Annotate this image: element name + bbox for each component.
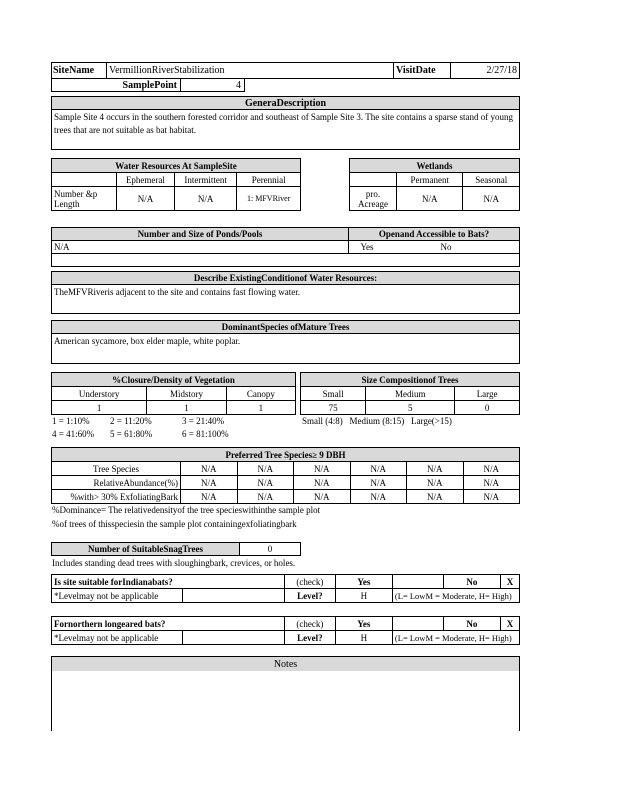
indiana-level-label: Level? <box>284 589 335 603</box>
closure-col-understory: Understory <box>52 387 147 401</box>
size-small-value: 75 <box>301 401 366 415</box>
indiana-level-note: *Levelmay not be applicable <box>52 589 183 603</box>
closure-legend-row-1 <box>52 416 297 428</box>
size-composition-title: Size Compositionof Trees <box>301 373 520 387</box>
site-name-label: SiteName <box>51 62 107 79</box>
water-row-label: Number &p Length <box>52 187 117 211</box>
indiana-bats-table <box>51 574 520 603</box>
sample-point-value: 4 <box>181 79 245 92</box>
wetlands-title: Wetlands <box>350 159 520 173</box>
water-ephemeral-value: N/A <box>117 187 175 211</box>
size-large-value: 0 <box>455 401 520 415</box>
northern-no: No <box>443 617 500 631</box>
preferred-note-exfoliating: %of trees of thisspeciesin the sample plot containingexfoliatingbark <box>52 519 297 529</box>
water-col-intermittent: Intermittent <box>174 173 237 187</box>
preferred-cell: N/A <box>237 476 294 490</box>
snag-trees-value: 0 <box>239 542 301 556</box>
preferred-cell: N/A <box>407 490 464 504</box>
size-legend: Small (4:8) Medium (8:15) Large(>15) <box>302 416 452 426</box>
closure-legend-1: 1 = 1:10% <box>52 416 90 426</box>
closure-col-midstory: Midstory <box>147 387 227 401</box>
preferred-cell: N/A <box>294 490 351 504</box>
indiana-bats-question: Is site suitable forIndianabats? <box>52 575 285 589</box>
northern-level-scale: (L= LowM = Moderate, H= High) <box>392 631 519 645</box>
indiana-level-value: H <box>335 589 392 603</box>
closure-understory-value: 1 <box>52 401 147 415</box>
open-accessible-no: No <box>440 242 452 252</box>
closure-legend-5: 5 = 61:80% <box>110 429 153 439</box>
wetlands-row-label: pro. Acreage <box>350 187 397 211</box>
indiana-no: No <box>443 575 500 589</box>
notes-title: Notes <box>51 656 520 671</box>
closure-legend-6: 6 = 81:100% <box>182 429 229 439</box>
water-resources-title: Water Resources At SampleSite <box>52 159 301 173</box>
wetlands-table <box>349 158 520 211</box>
preferred-cell: N/A <box>350 462 407 476</box>
snag-trees-label: Number of SuitableSnagTrees <box>51 542 240 556</box>
preferred-note-dominance: %Dominance= The relativedensityof the tree specieswithinthe sample plot <box>52 505 321 515</box>
size-col-small: Small <box>301 387 366 401</box>
preferred-row-abundance <box>52 476 520 490</box>
northern-level-note: *Levelmay not be applicable <box>52 631 183 645</box>
closure-legend-4: 4 = 41:60% <box>52 429 95 439</box>
site-name-value: VermillionRiverStabilization <box>109 65 225 76</box>
ponds-title: Number and Size of Ponds/Pools <box>51 227 349 241</box>
water-col-ephemeral: Ephemeral <box>117 173 175 187</box>
existing-condition-title: Describe ExistingConditionof Water Resources: <box>51 271 520 285</box>
indiana-check-label: (check) <box>284 575 335 589</box>
northern-mark: X <box>500 617 519 631</box>
northern-level-label: Level? <box>284 631 335 645</box>
preferred-cell: N/A <box>350 476 407 490</box>
indiana-mark: X <box>500 575 519 589</box>
closure-density-table <box>51 372 296 415</box>
size-col-large: Large <box>455 387 520 401</box>
size-col-medium: Medium <box>366 387 455 401</box>
size-medium-value: 5 <box>366 401 455 415</box>
preferred-cell: N/A <box>463 476 520 490</box>
preferred-row-label: RelativeAbundance(%) <box>52 476 181 490</box>
water-perennial-value: 1: MFVRiver <box>237 187 301 211</box>
preferred-cell: N/A <box>463 462 520 476</box>
preferred-cell: N/A <box>237 490 294 504</box>
indiana-yes: Yes <box>335 575 392 589</box>
northern-level-value: H <box>335 631 392 645</box>
wetlands-seasonal-value: N/A <box>463 187 520 211</box>
wetlands-permanent-value: N/A <box>397 187 463 211</box>
dominant-species-title: DominantSpecies ofMature Trees <box>51 320 520 334</box>
closure-canopy-value: 1 <box>226 401 295 415</box>
preferred-cell: N/A <box>294 462 351 476</box>
indiana-level-scale: (L= LowM = Moderate, H= High) <box>392 589 519 603</box>
closure-density-title: %Closure/Density of Vegetation <box>52 373 296 387</box>
preferred-row-species <box>52 462 520 476</box>
general-description-title: GeneraDescription <box>51 96 520 110</box>
closure-legend-row-2 <box>52 429 297 441</box>
northern-check-label: (check) <box>284 617 335 631</box>
preferred-row-exfoliating <box>52 490 520 504</box>
preferred-cell: N/A <box>463 490 520 504</box>
preferred-cell: N/A <box>181 476 238 490</box>
wetlands-col-seasonal: Seasonal <box>463 173 520 187</box>
preferred-cell: N/A <box>350 490 407 504</box>
ponds-value: N/A <box>51 240 349 254</box>
water-resources-table <box>51 158 301 211</box>
water-intermittent-value: N/A <box>174 187 237 211</box>
size-composition-table <box>300 372 520 415</box>
closure-legend-2: 2 = 11:20% <box>110 416 152 426</box>
preferred-row-label: Tree Species <box>52 462 181 476</box>
existing-condition-text: TheMFVRiveris adjacent to the site and contains fast flowing water. <box>51 284 520 314</box>
closure-midstory-value: 1 <box>147 401 227 415</box>
notes-area <box>51 671 520 731</box>
closure-legend-3: 3 = 21:40% <box>182 416 225 426</box>
northern-yes: Yes <box>335 617 392 631</box>
preferred-cell: N/A <box>294 476 351 490</box>
visit-date-label: VisitDate <box>393 62 451 79</box>
preferred-species-table <box>51 447 520 504</box>
northern-bats-question: Fornorthern longeared bats? <box>52 617 285 631</box>
sample-point-label: SamplePoint <box>51 79 181 92</box>
preferred-cell: N/A <box>407 476 464 490</box>
water-col-perennial: Perennial <box>237 173 301 187</box>
preferred-species-title: Preferred Tree Species≥ 9 DBH <box>52 448 520 462</box>
preferred-cell: N/A <box>407 462 464 476</box>
general-description-text: Sample Site 4 occurs in the southern forested corridor and southeast of Sample Site 3. The site contains a sparse stand of young trees that are not suitable as bat habitat. <box>51 109 520 150</box>
snag-trees-note: Includes standing dead trees with sloughingbark, crevices, or holes. <box>52 558 296 568</box>
visit-date-value: 2/27/18 <box>486 65 517 76</box>
open-accessible-title: Openand Accessible to Bats? <box>348 227 520 241</box>
ponds-blank-row <box>51 253 520 267</box>
preferred-cell: N/A <box>237 462 294 476</box>
northern-bats-table <box>51 616 520 645</box>
wetlands-col-permanent: Permanent <box>397 173 463 187</box>
closure-col-canopy: Canopy <box>226 387 295 401</box>
open-accessible-yes: Yes <box>360 242 374 252</box>
preferred-row-label: %with> 30% ExfoliatingBark <box>52 490 181 504</box>
preferred-cell: N/A <box>181 462 238 476</box>
dominant-species-text: American sycamore, box elder maple, white poplar. <box>51 333 520 364</box>
preferred-cell: N/A <box>181 490 238 504</box>
